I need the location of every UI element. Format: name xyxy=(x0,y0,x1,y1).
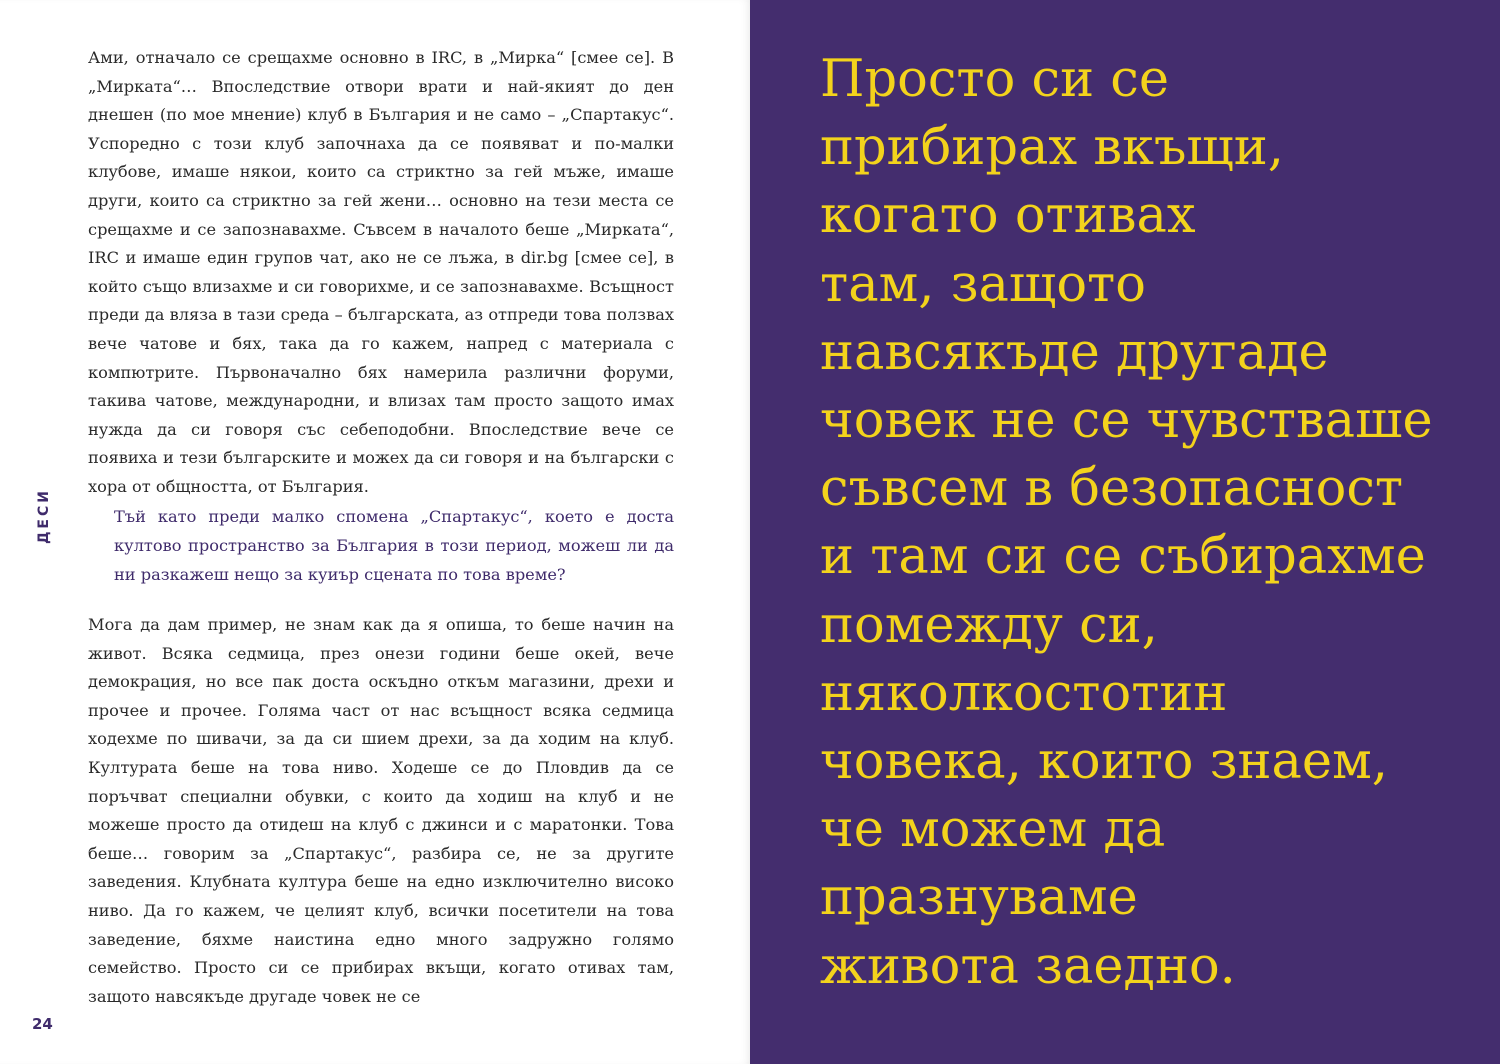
interview-question: Тъй като преди малко спомена „Спартакус“, което е доста култово пространство за България в този период, можеш ли да ни разкажеш нещо за куиър сцената по това време? xyxy=(114,507,674,584)
right-page xyxy=(750,0,1500,1064)
body-paragraph-2: Мога да дам пример, не знам как да я опиша, то беше начин на живот. Всяка седмица, през онези години беше окей, вече демокрация, но все пак доста оскъдно откъм магазини, дрехи и прочее и прочее. Голяма част от нас всъщност всяка седмица ходехме по шивачи, за да си шием дрехи, за да ходим на клуб. Културата беше на това ниво. Ходеше се до Пловдив да се поръчват специални обувки, с които да ходиш на клуб и не можеше просто да отидеш на клуб с джинси и с маратонки. Това беше… говорим за „Спартакус“, разбира се, не за другите заведения. Клубната култура беше на едно изключително високо ниво. Да го кажем, че целият клуб, всички посетители на това заведение, бяхме наистина едно много задружно голямо семейство. Просто си се прибирах вкъщи, когато отивах там, защото навсякъде другаде човек не се xyxy=(88,615,674,1006)
page-number: 24 xyxy=(32,1015,53,1033)
pull-quote: Просто си се прибирах вкъщи, когато отивах там, защото навсякъде другаде човек не се чувстваше съвсем в безопасност и там си се събирахме помежду си, няколкостотин човека, които знаем, че можем да празнуваме живота заедно. xyxy=(820,50,1433,996)
running-head: ДЕСИ xyxy=(36,488,52,545)
body-paragraph-1: Ами, отначало се срещахме основно в IRC, в „Мирка“ [смее се]. В „Миркатa“… Впоследствие отвори врати и най-якият до ден днешен (по мое мнение) клуб в България и не само – „Спартакус“. Успоредно с този клуб започнаха да се появяват и по-малки клубове, имаше някои, които са стриктно за гей мъже, имаше други, които са стриктно за гей жени… основно на тези места се срещахме и се запознавахме. Съвсем в началото беше „Миркатa“, IRC и имаше един групов чат, ако не се лъжа, в dir.bg [смее се], в който също влизахме и си говорихме, и се запознавахме. Всъщност преди да вляза в тази среда – българската, аз отпреди това ползвах вече чатове и бях, така да го кажем, напред с материала с компютрите. Първоначално бях намерила различни форуми, такива чатове, международни, и влизах там просто защото имах нужда да си говоря със себеподобни. Впоследствие вече се появиха и тези българските и можех да си говоря и на български с хора от общността, от България. xyxy=(88,48,674,496)
